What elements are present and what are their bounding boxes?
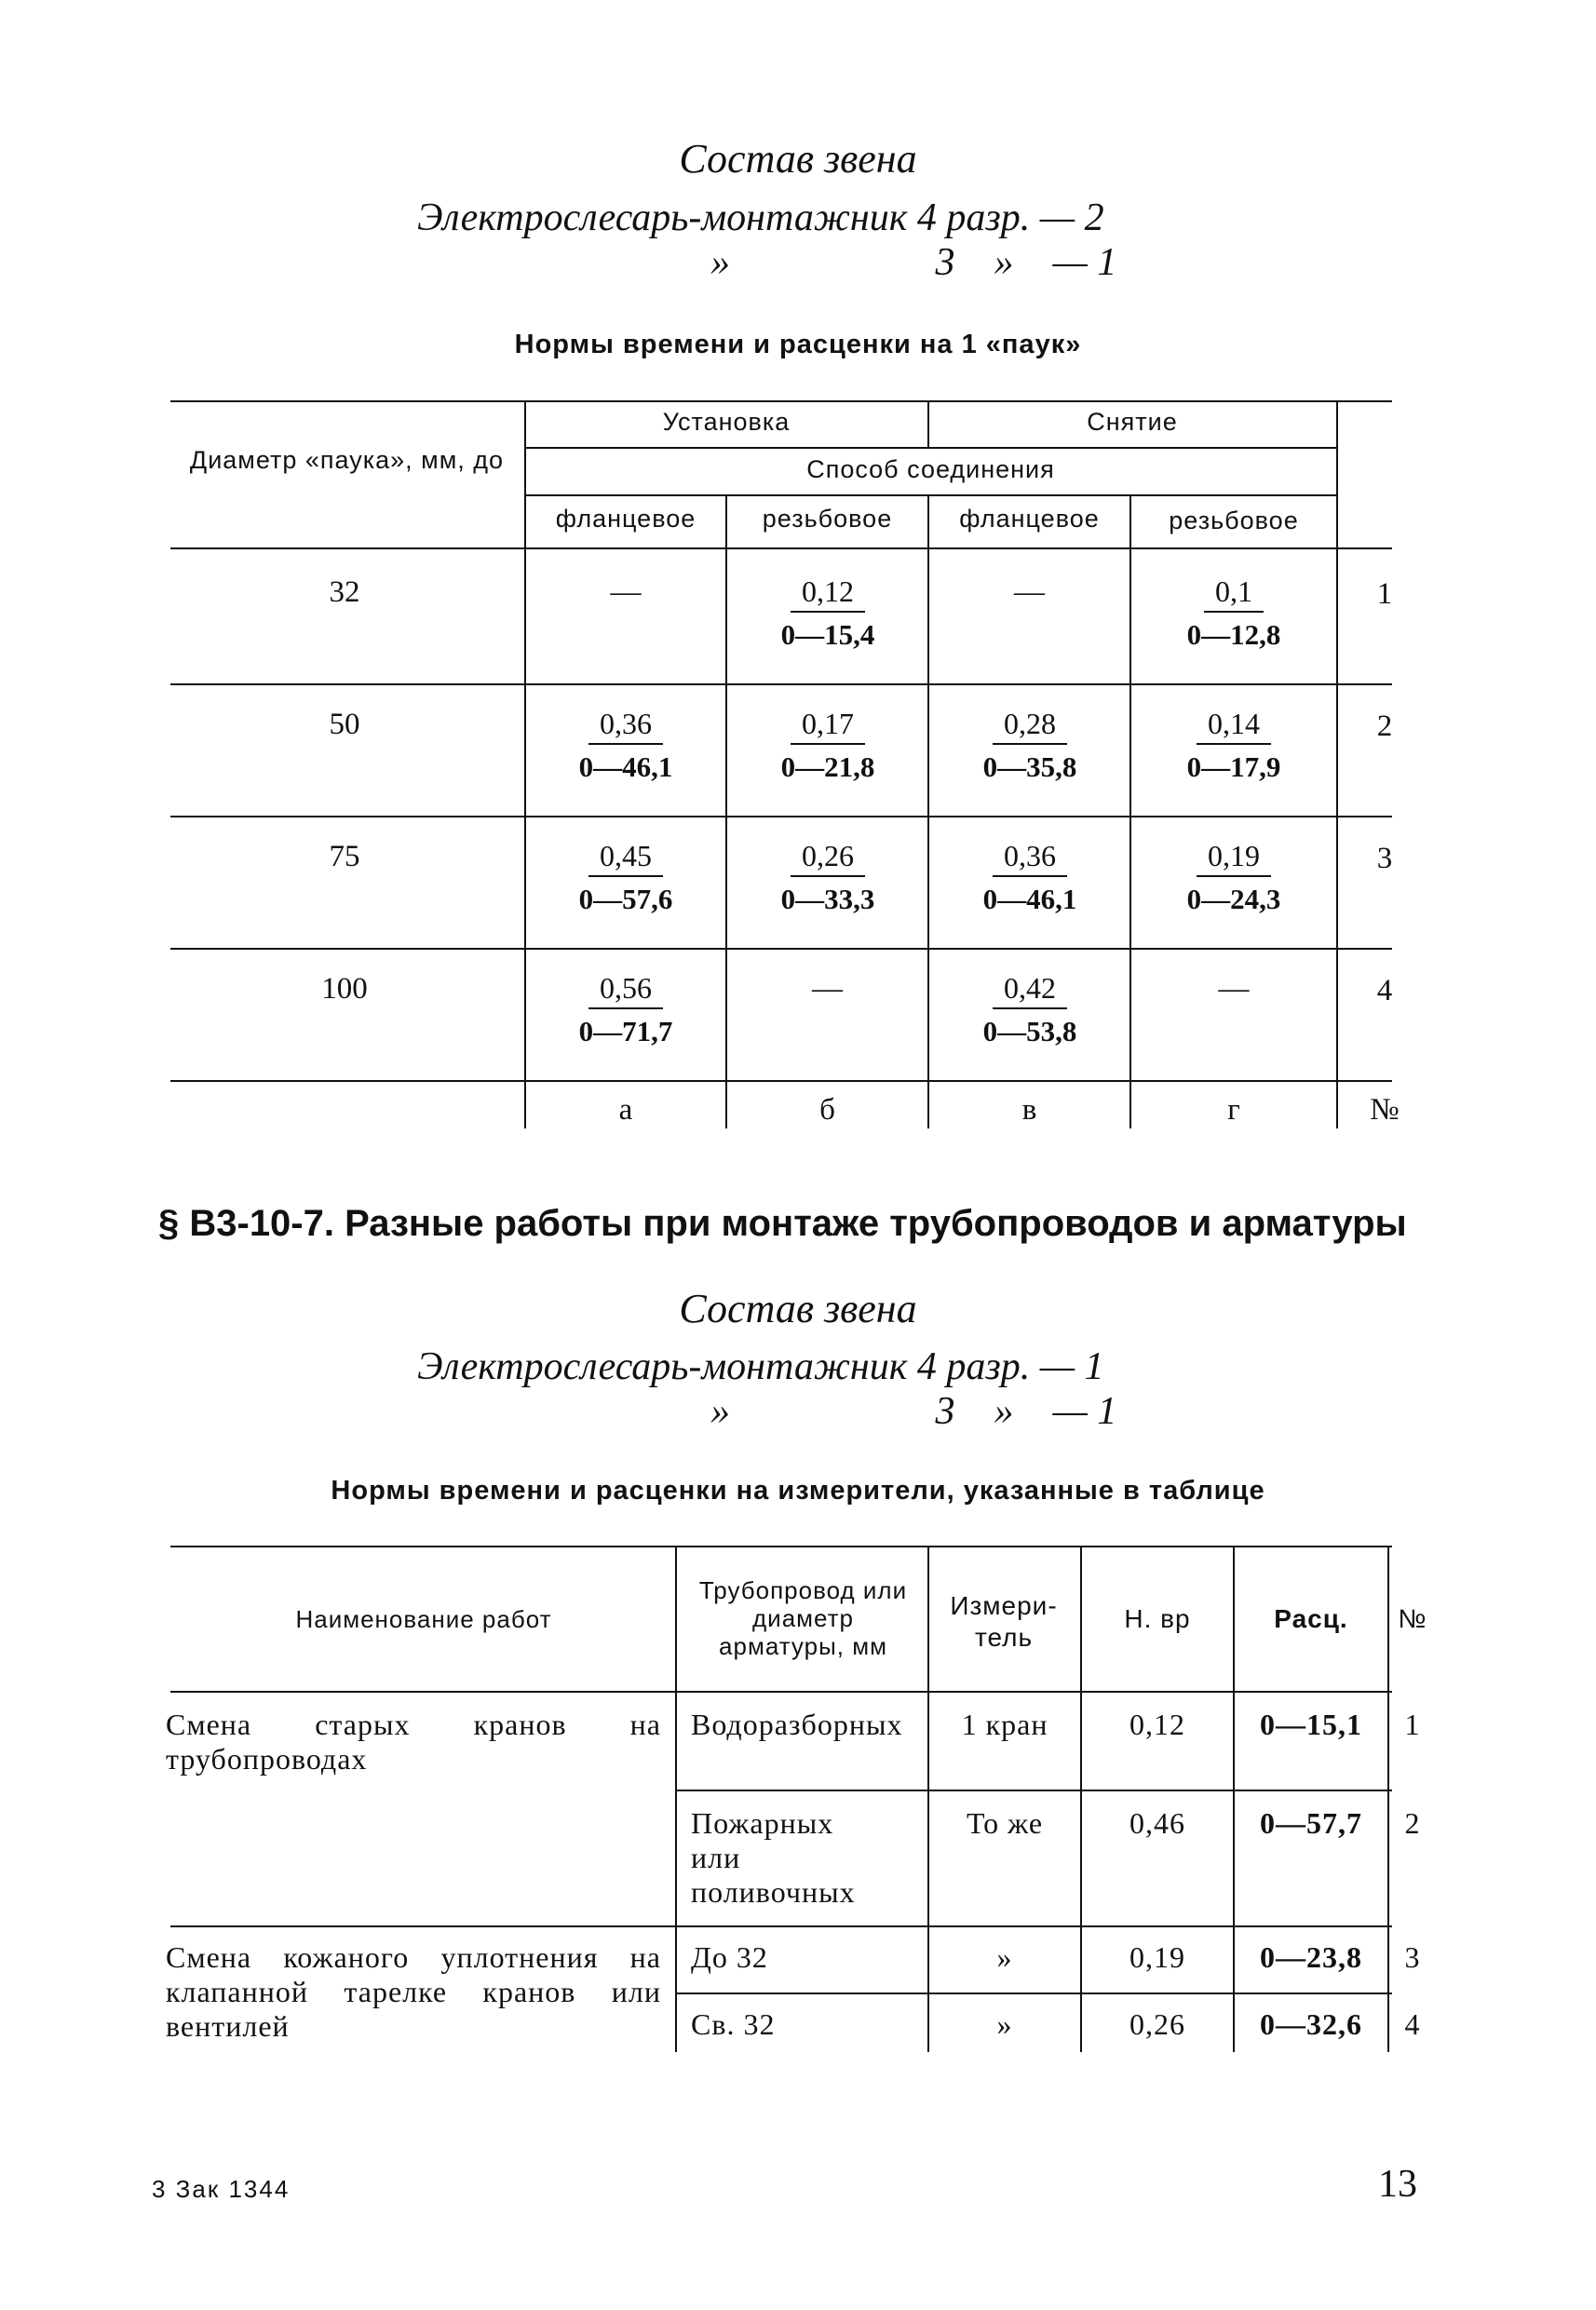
norm-time: 0,19 [1129,1940,1185,1974]
table-rule [170,400,1392,402]
norm-rate-value [727,704,928,788]
work-name: Смена старых кранов на трубопроводах [166,1708,661,1776]
empty-dash: — [1218,972,1250,1006]
column-header-flange: фланцевое [555,505,697,533]
rate: 0—24,3 [1186,883,1281,915]
column-header-rate: Расц. [1274,1604,1348,1633]
norm-rate-value [929,836,1130,920]
crew-line: Электрослесарь-монтажник 4 разр. — 1 [417,1345,1104,1388]
column-header-norm: Н. вр [1124,1604,1191,1633]
norm-time: 0,56 [588,968,663,1009]
norm-time: 0,14 [1197,704,1271,745]
row-number: 1 [1376,577,1393,611]
norm-time: 0,42 [993,968,1067,1009]
column-header-diameter: Диаметр «паука», мм, до [189,446,505,474]
rate: 0—32,6 [1260,2007,1362,2041]
table-rule [170,948,1392,950]
rate: 0—15,1 [1260,1708,1362,1741]
rate: 0—15,4 [780,618,875,651]
column-header-unit: Измери-тель [950,1591,1058,1652]
table-rule [675,1546,677,2052]
measurement-unit: » [996,2007,1013,2041]
section-heading: § В3-10-7. Разные работы при монтаже трубопроводов и арматуры [158,1203,1407,1244]
table-rule [170,1546,1392,1547]
norm-rate-value [1133,572,1334,655]
norm-rate-value [929,704,1130,788]
crew-title: Состав звена [679,1286,917,1331]
column-header-thread: резьбовое [1169,507,1299,534]
table-rule [170,816,1392,817]
norm-time: 0,36 [993,836,1067,877]
norm-rate-value [727,572,928,655]
row-number: 4 [1376,974,1393,1007]
norm-rate-value [727,836,928,920]
column-header-pipe: Трубопровод или диаметр арматуры, мм [698,1576,908,1660]
table-rule [927,1546,929,2052]
table-rule [170,1691,1392,1693]
row-number: 2 [1404,1806,1421,1840]
norm-rate-value [525,968,726,1052]
norm-time: 0,36 [588,704,663,745]
row-number: 3 [1376,842,1393,875]
rate: 0—53,8 [982,1015,1077,1047]
diameter-value: 32 [329,575,360,609]
column-header-thread: резьбовое [762,505,893,533]
rate: 0—23,8 [1260,1940,1362,1974]
norm-time: 0,12 [1129,1708,1185,1741]
norm-time: 0,46 [1129,1806,1185,1840]
diameter-value: 50 [329,708,360,741]
norm-rate-value [525,836,726,920]
empty-dash: — [812,972,843,1006]
column-group-install: Установка [662,408,791,436]
table-rule [675,1790,1392,1791]
work-name: Смена кожаного уплотнения на клапанной тарелке кранов или вентилей [166,1940,661,2043]
rate: 0—17,9 [1186,750,1281,783]
table-caption: Нормы времени и расценки на измерители, указанные в таблице [331,1476,1265,1506]
empty-dash: — [610,575,642,609]
norm-time: 0,26 [1129,2007,1185,2041]
norm-time: 0,1 [1204,572,1264,613]
rate: 0—46,1 [982,883,1077,915]
crew-title: Состав звена [679,136,917,182]
measurement-unit: » [996,1940,1013,1974]
table-rule [170,1080,1392,1082]
norm-time: 0,17 [791,704,865,745]
pipe-type: Водоразборных [691,1708,903,1741]
row-number: 3 [1404,1940,1421,1974]
table-rule [675,1993,1392,1994]
empty-dash: — [1014,575,1045,609]
diameter-value: 100 [321,972,368,1006]
table-rule [170,1925,1392,1927]
column-group-remove: Снятие [1087,408,1178,436]
column-header-number: № [1398,1604,1427,1633]
rate: 0—35,8 [982,750,1077,783]
number-label: № [1370,1093,1400,1127]
table-rule [170,683,1392,685]
norm-rate-value [525,704,726,788]
rate: 0—33,3 [780,883,875,915]
column-letter: б [819,1093,835,1127]
crew-line: » 3 » — 1 [710,241,1117,284]
rate: 0—57,7 [1260,1806,1362,1840]
table-caption: Нормы времени и расценки на 1 «паук» [514,330,1082,359]
norm-time: 0,28 [993,704,1067,745]
row-number: 4 [1404,2007,1421,2041]
column-letter: а [618,1093,633,1127]
page-number: 13 [1378,2163,1417,2206]
row-number: 1 [1404,1708,1421,1741]
row-number: 2 [1376,709,1393,743]
column-letter: в [1021,1093,1037,1127]
crew-line: Электрослесарь-монтажник 4 разр. — 2 [417,196,1104,239]
rate: 0—57,6 [578,883,673,915]
table-rule [524,494,1336,496]
table-rule [170,547,1392,549]
rate: 0—12,8 [1186,618,1281,651]
print-order-number: 3 Зак 1344 [152,2175,291,2203]
norm-time: 0,19 [1197,836,1271,877]
norm-time: 0,26 [791,836,865,877]
rate: 0—46,1 [578,750,673,783]
column-group-method: Способ соединения [806,455,1055,483]
norm-rate-value [929,968,1130,1052]
diameter-value: 75 [329,840,360,873]
measurement-unit: То же [966,1806,1044,1840]
table-rule [524,447,1336,449]
norm-rate-value [1133,704,1334,788]
measurement-unit: 1 кран [961,1708,1048,1741]
pipe-type: Пожарных или поливочных [691,1806,856,1909]
rate: 0—21,8 [780,750,875,783]
norm-rate-value [1133,836,1334,920]
pipe-type: Св. 32 [691,2007,776,2041]
norm-time: 0,45 [588,836,663,877]
crew-line: » 3 » — 1 [710,1390,1117,1433]
pipe-type: До 32 [691,1940,768,1974]
norm-time: 0,12 [791,572,865,613]
column-letter: г [1227,1093,1240,1127]
column-header-work: Наименование работ [295,1605,552,1633]
table-rule [1336,400,1338,1128]
rate: 0—71,7 [578,1015,673,1047]
column-header-flange: фланцевое [959,505,1100,533]
